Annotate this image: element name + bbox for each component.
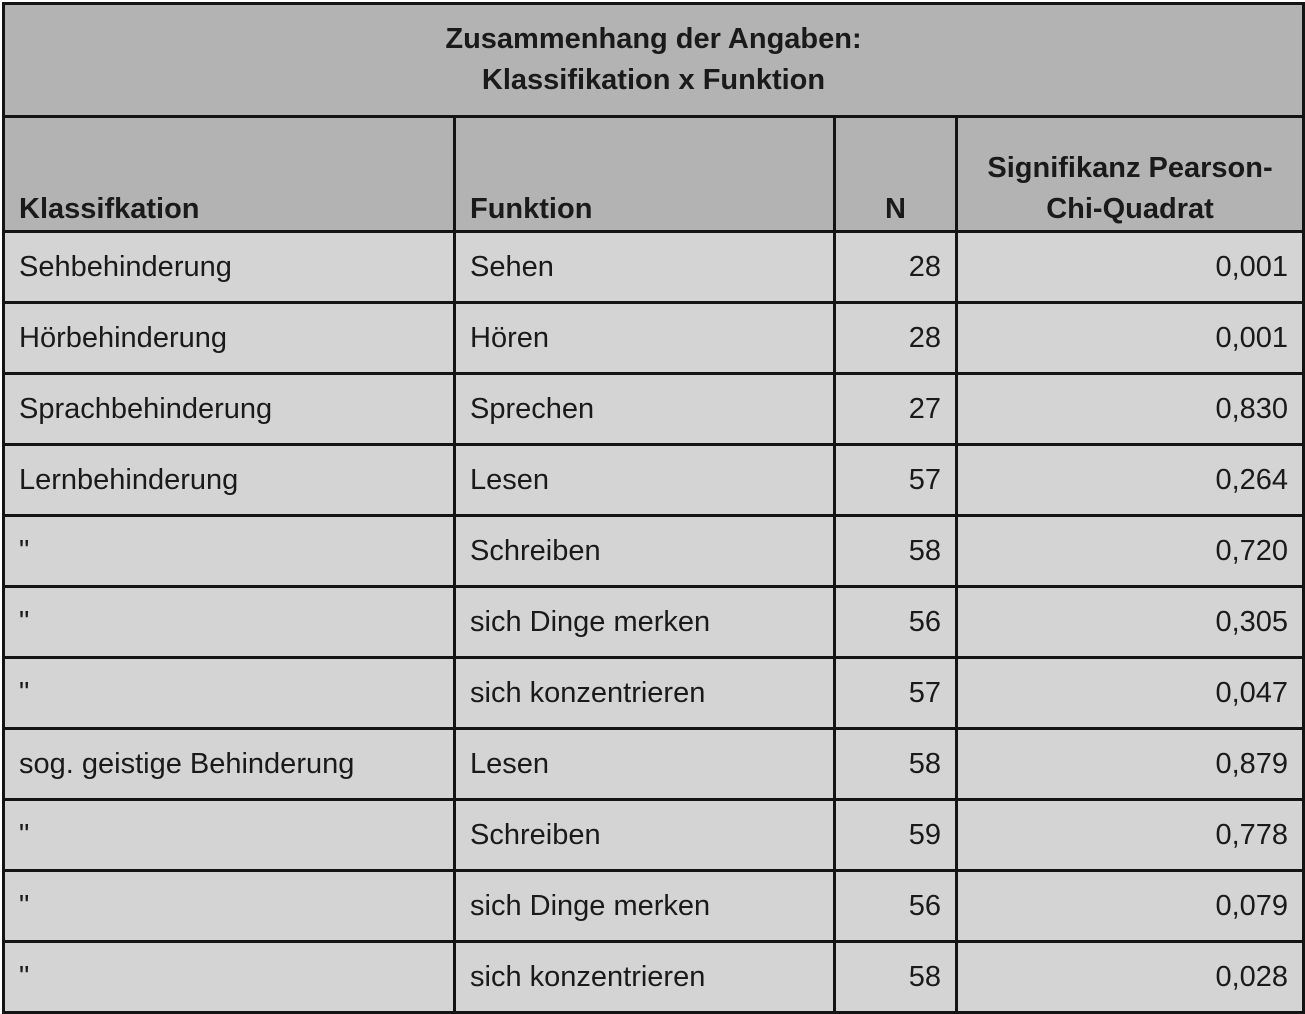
cell-funktion: sich Dinge merken xyxy=(455,871,835,942)
table-row xyxy=(4,232,1304,303)
cell-n: 28 xyxy=(835,232,957,303)
cell-n: 28 xyxy=(835,303,957,374)
cell-klassifikation: Sprachbehinderung xyxy=(4,374,455,445)
table-row xyxy=(4,374,1304,445)
table-row xyxy=(4,800,1304,871)
cell-funktion: Lesen xyxy=(455,445,835,516)
cell-funktion: sich Dinge merken xyxy=(455,587,835,658)
cell-n: 58 xyxy=(835,516,957,587)
table-row xyxy=(4,871,1304,942)
cell-n: 57 xyxy=(835,658,957,729)
table-row xyxy=(4,516,1304,587)
caption-line-2: Klassifikation x Funktion xyxy=(481,64,826,96)
cell-signifikanz: 0,305 xyxy=(957,587,1304,658)
cell-n: 58 xyxy=(835,942,957,1013)
cell-signifikanz: 0,778 xyxy=(957,800,1304,871)
cell-klassifikation: " xyxy=(4,516,455,587)
cell-n: 27 xyxy=(835,374,957,445)
cell-klassifikation: " xyxy=(4,942,455,1013)
table-row xyxy=(4,445,1304,516)
cell-funktion: sich konzentrieren xyxy=(455,658,835,729)
cell-signifikanz: 0,001 xyxy=(957,303,1304,374)
table-header-row xyxy=(4,117,1304,232)
cell-klassifikation: Hörbehinderung xyxy=(4,303,455,374)
correlation-table xyxy=(2,2,1305,1014)
cell-funktion: Schreiben xyxy=(455,800,835,871)
table-caption-row xyxy=(4,4,1304,117)
cell-klassifikation: sog. geistige Behinderung xyxy=(4,729,455,800)
cell-signifikanz: 0,879 xyxy=(957,729,1304,800)
cell-signifikanz: 0,028 xyxy=(957,942,1304,1013)
header-sig-line-2: Chi-Quadrat xyxy=(1046,193,1214,225)
cell-klassifikation: " xyxy=(4,800,455,871)
cell-signifikanz: 0,001 xyxy=(957,232,1304,303)
cell-n: 56 xyxy=(835,871,957,942)
table-row xyxy=(4,942,1304,1013)
cell-signifikanz: 0,047 xyxy=(957,658,1304,729)
cell-klassifikation: " xyxy=(4,871,455,942)
header-funktion: Funktion xyxy=(455,117,835,232)
cell-klassifikation: " xyxy=(4,658,455,729)
table-body xyxy=(4,232,1304,1013)
cell-klassifikation: Lernbehinderung xyxy=(4,445,455,516)
cell-klassifikation: " xyxy=(4,587,455,658)
header-klassifikation: Klassifkation xyxy=(4,117,455,232)
cell-n: 58 xyxy=(835,729,957,800)
caption-line-1: Zusammenhang der Angaben: xyxy=(445,23,862,55)
cell-n: 57 xyxy=(835,445,957,516)
cell-n: 56 xyxy=(835,587,957,658)
table-row xyxy=(4,658,1304,729)
cell-funktion: Hören xyxy=(455,303,835,374)
cell-funktion: Lesen xyxy=(455,729,835,800)
cell-funktion: Sprechen xyxy=(455,374,835,445)
header-n: N xyxy=(835,117,957,232)
table-row xyxy=(4,729,1304,800)
table-caption xyxy=(4,4,1304,117)
cell-funktion: sich konzentrieren xyxy=(455,942,835,1013)
cell-funktion: Sehen xyxy=(455,232,835,303)
cell-n: 59 xyxy=(835,800,957,871)
table-row xyxy=(4,587,1304,658)
cell-klassifikation: Sehbehinderung xyxy=(4,232,455,303)
cell-signifikanz: 0,720 xyxy=(957,516,1304,587)
cell-funktion: Schreiben xyxy=(455,516,835,587)
header-sig-line-1: Signifikanz Pearson- xyxy=(987,152,1273,184)
cell-signifikanz: 0,830 xyxy=(957,374,1304,445)
header-signifikanz xyxy=(957,117,1304,232)
cell-signifikanz: 0,079 xyxy=(957,871,1304,942)
table-row xyxy=(4,303,1304,374)
cell-signifikanz: 0,264 xyxy=(957,445,1304,516)
